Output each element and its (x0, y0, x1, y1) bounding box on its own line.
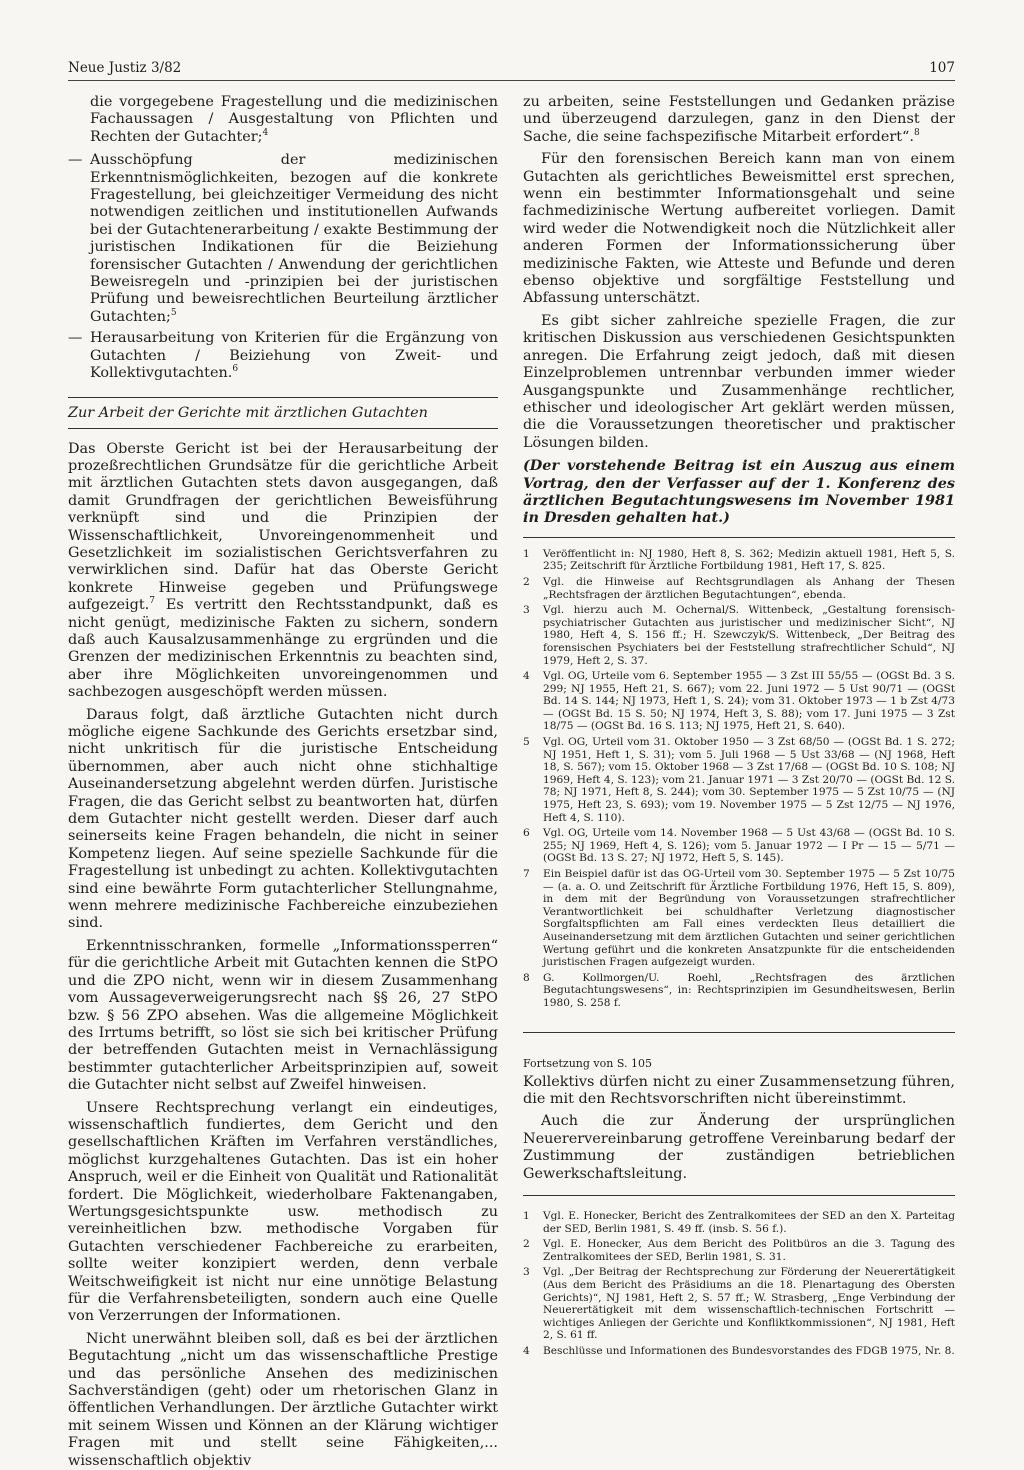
footnote-number: 3 (523, 604, 530, 617)
header-rule (68, 80, 955, 81)
footnote-ref: 5 (170, 308, 177, 319)
footnote-text: Vgl. OG, Urteil vom 31. Oktober 1950 — 3 Zst 68/50 — (OGSt Bd. 1 S. 272; NJ 1951, Heft 1, S. 31); vom 5. Juli 1968 — 5 Ust 33/68 — (NJ 1968, Heft 18, S. 567); vom 15. Oktober 1968 — 3 Zst 17/68 — (OGSt Bd. 10 S. 108; NJ 1969, Heft 4, S. 123); vom 21. Januar 1971 — 3 Zst 20/70 — (OGSt Bd. 12 S. 78; NJ 1971, Heft 8, S. 244); vom 30. September 1975 — 5 Zst 10/75 — (NJ 1975, Heft 23, S. 693); vom 19. November 1975 — 5 Zst 12/75 — NJ 1976, Heft 4, S. 110). (543, 736, 955, 824)
footnote-text: Vgl. „Der Beitrag der Rechtsprechung zur Förderung der Neuerertätigkeit (Aus dem Bericht des Präsidiums an die 18. Plenartagung des Obersten Gerichts)“, NJ 1981, Heft 2, S. 57 ff.; W. Strasberg, „Enge Verbindung der Neuerertätigkeit mit dem wissenschaftlich-technischen Fortschritt — wichtiges Anliegen der Gerichte und Konfliktkommissionen“, NJ 1981, Heft 2, S. 61 ff. (543, 1266, 955, 1342)
paragraph: Kollektivs dürfen nicht zu einer Zusammensetzung führen, die mit den Rechtsvorschriften nicht übereinstimmt. (523, 1073, 955, 1107)
footnote-number: 5 (523, 736, 530, 749)
paragraph-text: Das Oberste Gericht ist bei der Herausarbeitung der prozeßrechtlichen Grundsätze für die gerichtliche Arbeit mit ärztlichen Gutachten stets davon ausgegangen, daß damit Grundfragen der gerichtlichen Beweisführung verknüpft sind und die Prinzipien der Wissenschaftlichkeit, Unvoreingenommenheit und Gesetzlichkeit im sozialistischen Gerichtsverfahren zu verwirklichen sind. Dafür hat das Oberste Gericht konkrete Hinweise gegeben und Prüfungswege aufgezeigt. (68, 440, 498, 614)
list-item-text: Ausschöpfung der medizinischen Erkenntnismöglichkeiten, bezogen auf die konkrete Fragestellung, bei gleichzeitiger Vermeidung des nicht notwendigen zeitlichen und institutionellen Aufwands bei der Gutachtenerarbeitung / exakte Bestimmung der juristischen Indikationen für die Beiziehung forensischer Gutachten / Anwendung der gerichtlichen Beweisregeln und -prinzipien bei der juristischen Prüfung und beweisrechtlichen Beurteilung ärztlicher Gutachten; (90, 152, 498, 325)
footnote (523, 736, 955, 824)
paragraph: Für den forensischen Bereich kann man von einem Gutachten als gerichtliches Beweismittel erst sprechen, wenn ein bestimmter Informationsgehalt und seine fachmedizinische Wertung aufbereitet vorliegen. Damit wird weder die Notwendigkeit noch die Nützlichkeit aller anderen Formen der Informationssicherung über medizinische Fakten, wie Atteste und Befunde und deren ebenso objektive und sorgfältige Feststellung und Abfassung unterschätzt. (523, 151, 955, 307)
footnote-number: 2 (523, 575, 530, 588)
footnote-number: 4 (523, 1344, 530, 1357)
list-item (68, 152, 498, 326)
section-heading: Zur Arbeit der Gerichte mit ärztlichen Gutachten (68, 404, 428, 421)
paragraph: Erkenntnisschranken, formelle „Informationssperren“ für die gerichtliche Arbeit mit Gutachten kennen die StPO und die ZPO nicht, wenn wir in diesem Zusammenhang vom Aussageverweigerungsrecht nach §§ 26, 27 StPO bzw. § 56 ZPO absehen. Was die allgemeine Möglichkeit des Irrtums betrifft, so löst sie sich bei kritischer Prüfung der betreffenden Gutachten meist in Vernachlässigung bestimmter gutachterlicher Arbeitsprinzipien auf, soweit die Gutachter nicht selbst auf Zweifel hinweisen. (68, 937, 498, 1094)
footnotes-continuation (523, 1210, 955, 1358)
footnote (523, 576, 955, 601)
footnote-number: 1 (523, 547, 530, 560)
page-header (68, 60, 955, 80)
footnote-number: 6 (523, 827, 530, 840)
footnote-text: Vgl. OG, Urteile vom 14. November 1968 — 5 Ust 43/68 — (OGSt Bd. 10 S. 255; NJ 1969, Heft 4, S. 126); vom 5. Januar 1972 — I Pr — 15 — 5/71 — (OGSt Bd. 13 S. 27; NJ 1972, Heft 5, S. 145). (543, 827, 955, 865)
footnote-text: Vgl. die Hinweise auf Rechtsgrundlagen als Anhang der Thesen „Rechtsfragen der ärztlichen Begutachtungen“, ebenda. (543, 575, 955, 601)
footnote-number: 3 (523, 1266, 530, 1279)
footnote (523, 827, 955, 865)
page-number: 107 (929, 60, 955, 76)
footnote-ref: 4 (262, 128, 269, 139)
footnote-number: 8 (523, 971, 530, 984)
paragraph (68, 441, 498, 702)
dash-bullet: — (68, 152, 83, 169)
list-continuation-text: die vorgegebene Fragestellung und die medizinischen Fachaussagen / Ausgestaltung von Pflichten und Rechten der Gutachter; (90, 94, 498, 145)
footnote-ref: 7 (149, 596, 155, 607)
paragraph: Es gibt sicher zahlreiche spezielle Fragen, die zur kritischen Diskussion aus verschiedenen Gesichtspunkten anregen. Die Erfahrung zeigt jedoch, daß mit diesen Einzelproblemen untrennbar verbunden immer wieder Ausgangspunkte und Zusammenhänge rechtlicher, ethischer und ideologischer Art geklärt werden müssen, die die Voraussetzungen theoretischer und praktischer Lösungen bilden. (523, 312, 955, 451)
paragraph (523, 94, 955, 146)
paragraph: Nicht unerwähnt bleiben soll, daß es bei der ärztlichen Begutachtung „nicht um das wissenschaftliche Prestige und das persönliche Ansehen des medizinischen Sachverständigen (geht) oder um rhetorischen Glanz in öffentlichen Verhandlungen. Der ärztliche Gutachter wirkt mit seinem Wissen und Können an der Klärung wichtiger Fragen mit und stellt seine Fähigkeiten,... wissenschaftlich objektiv (68, 1330, 498, 1469)
footnote (523, 1238, 955, 1263)
footnote (523, 1210, 955, 1235)
footnote-number: 4 (523, 670, 530, 683)
section-rule-bottom (68, 428, 498, 429)
footnote-text: Vgl. E. Honecker, Aus dem Bericht des Politbüros an die 3. Tagung des Zentralkomitees der SED, Berlin 1981, S. 31. (543, 1238, 955, 1263)
paragraph-text: zu arbeiten, seine Feststellungen und Gedanken präzise und überzeugend darzulegen, ganz in den Dienst der Sache, die seine fachspezifische Mitarbeit erfordert“. (523, 94, 955, 145)
continuation-rule (523, 1032, 955, 1033)
footnote-number: 2 (523, 1238, 530, 1251)
dash-bullet: — (68, 330, 83, 347)
footnote-text: G. Kollmorgen/U. Roehl, „Rechtsfragen des ärztlichen Begutachtungswesens“, in: Rechtsprinzipien im Gesundheitswesen, Berlin 1980, S. 258 f. (543, 971, 955, 1009)
paragraph: Auch die zur Änderung der ursprünglichen Neuerervereinbarung getroffene Vereinbarung bedarf der Zustimmung der zuständigen betrieblichen Gewerkschaftsleitung. (523, 1113, 955, 1182)
footnote-text: Beschlüsse und Informationen des Bundesvorstandes des FDGB 1975, Nr. 8. (543, 1344, 955, 1357)
requirements-list (68, 152, 498, 382)
footnote (523, 604, 955, 667)
continuation-label: Fortsetzung von S. 105 (523, 1056, 652, 1070)
footnote-rule (523, 537, 955, 538)
footnote (523, 1266, 955, 1342)
footnotes (523, 548, 955, 1010)
footnote (523, 1345, 955, 1358)
paragraph-text: Es vertritt den Rechtsstandpunkt, daß es nicht genügt, medizinische Fakten zu sichern, sondern daß auch Kausalzusammenhänge zu ergründen und die Grenzen der medizinischen Erkenntnis zu beachten sind, aber ihre Möglichkeiten unvoreingenommen und sachbezogen ausgeschöpft werden müssen. (68, 597, 498, 701)
paragraph: Unsere Rechtsprechung verlangt ein eindeutiges, wissenschaftlich fundiertes, dem Gericht und den gesellschaftlichen Kräften im Verfahren verständliches, möglichst kurzgehaltenes Gutachten. Das ist ein hoher Anspruch, weil er die Einheit von Qualität und Rationalität fordert. Die Möglichkeit, wiederholbare Faktenangaben, Wertungsgesichtspunkte usw. methodisch zu vereinheitlichen bzw. methodische Vorgaben für Gutachten verschiedener Fachbereiche zu erarbeiten, sollte weiter konzipiert werden, denn verbale Weitschweifigkeit ist nicht nur eine unnötige Belastung für die Verfahrensbeteiligten, sondern auch eine Quelle von Verzerrungen der Informationen. (68, 1099, 499, 1325)
paragraph: Daraus folgt, daß ärztliche Gutachten nicht durch mögliche eigene Sachkunde des Gerichts ersetzbar sind, nicht unkritisch für die juristische Entscheidung übernommen, aber auch nicht ohne stichhaltige Auseinandersetzung abgelehnt werden dürfen. Juristische Fragen, die das Gericht selbst zu beantworten hat, dürfen dem Gutachter nicht gestellt werden. Dieser darf auch seinerseits keine Fragen behandeln, die nicht in seiner Kompetenz liegen. Auf seine spezielle Sachkunde für die Fragestellung ist unbedingt zu achten. Kollektivgutachten sind eine bewährte Form gutachterlicher Stellungnahme, wenn mehrere medizinische Fachbereiche einzubeziehen sind. (68, 706, 498, 932)
journal-title: Neue Justiz 3/82 (68, 60, 182, 76)
section-rule-top (68, 397, 498, 398)
footnote (523, 972, 955, 1010)
footnote-text: Vgl. E. Honecker, Bericht des Zentralkomitees der SED an den X. Parteitag der SED, Berlin 1981, S. 49 ff. (insb. S. 56 f.). (543, 1209, 955, 1235)
footnote-number: 7 (523, 868, 530, 880)
footnote-text: Ein Beispiel dafür ist das OG-Urteil vom 30. September 1975 — 5 Zst 10/75 — (a. a. O. und Zeitschrift für Ärztliche Fortbildung 1976, Heft 15, S. 809), in dem mit der Begründung von Voraussetzungen strafrechtlicher Verantwortlichkeit bei schuldhafter Verletzung diagnostischer Sorgfaltspflichten am Fall eines verdeckten Ileus detailliert die Auseinandersetzung mit dem ärztlichen Gutachten und seiner gerichtlichen Wertung geführt und die konkreten Ansatzpunkte für die entscheidenden juristischen Fragen aufgezeigt wurden. (543, 868, 955, 969)
footnote-ref: 6 (232, 364, 239, 375)
list-item-text: Herausarbeitung von Kriterien für die Ergänzung von Gutachten / Beiziehung von Zweit- und Kollektivgutachten. (90, 330, 498, 382)
left-column (68, 94, 499, 1469)
list-continuation (68, 94, 498, 146)
footnote-ref: 8 (914, 128, 920, 139)
footnote (523, 670, 955, 733)
footnote-text: Veröffentlicht in: NJ 1980, Heft 8, S. 362; Medizin aktuell 1981, Heft 5, S. 235; Zeitschrift für Ärztliche Fortbildung 1981, Heft 17, S. 825. (543, 547, 955, 573)
footnote-text: Vgl. hierzu auch M. Ochernal/S. Wittenbeck, „Gestaltung forensisch-psychiatrischer Gutachten aus juristischer und medizinischer Sicht“, NJ 1980, Heft 4, S. 156 ff.; H. Szewczyk/S. Wittenbeck, „Der Beitrag des forensischen Psychiaters bei der Feststellung strafrechtlicher Schuld“, NJ 1979, Heft 2, S. 37. (543, 604, 955, 667)
author-note: (Der vorstehende Beitrag ist ein Auszug aus einem Vortrag, den der Verfasser auf der 1. Konferenz des ärztlichen Begutachtungswesens im November 1981 in Dresden gehalten hat.) (523, 457, 955, 527)
footnote-rule (523, 1195, 955, 1196)
footnote (523, 548, 955, 573)
footnote (523, 868, 955, 969)
footnote-number: 1 (523, 1209, 530, 1222)
list-item (68, 330, 498, 382)
footnote-text: Vgl. OG, Urteile vom 6. September 1955 — 3 Zst III 55/55 — (OGSt Bd. 3 S. 299; NJ 1955, Heft 21, S. 667); vom 22. Juni 1972 — 5 Ust 90/71 — (OGSt Bd. 14 S. 144; NJ 1973, Heft 1, S. 24); vom 31. Oktober 1973 — 1 b Zst 4/73 — (OGSt Bd. 15 S. 50; NJ 1974, Heft 3, S. 88); vom 17. Juni 1975 — 3 Zst 18/75 — (OGSt Bd. 16 S. 113; NJ 1975, Heft 21, S. 640). (543, 670, 955, 733)
right-column (523, 94, 955, 1394)
